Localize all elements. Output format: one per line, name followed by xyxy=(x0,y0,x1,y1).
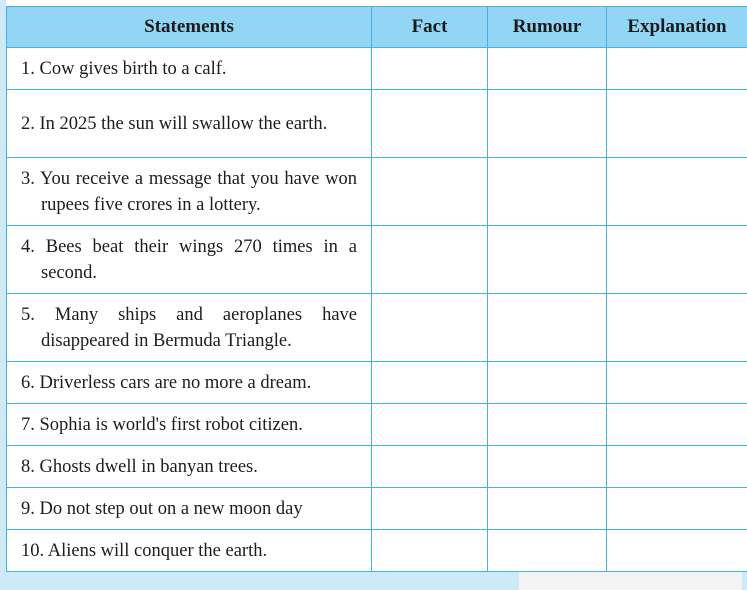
rumour-cell[interactable] xyxy=(488,158,607,226)
fact-cell[interactable] xyxy=(372,530,488,572)
statement-cell xyxy=(7,226,372,294)
table-row xyxy=(7,158,747,226)
header-statements: Statements xyxy=(7,7,372,48)
table-row xyxy=(7,48,747,90)
rumour-cell[interactable] xyxy=(488,446,607,488)
rumour-cell[interactable] xyxy=(488,362,607,404)
statement-cell xyxy=(7,294,372,362)
table-row xyxy=(7,404,747,446)
explanation-cell[interactable] xyxy=(607,226,747,294)
rumour-cell[interactable] xyxy=(488,488,607,530)
statement-text: 3. You receive a message that you have won rupees five crores in a lottery. xyxy=(21,168,357,215)
rumour-cell[interactable] xyxy=(488,404,607,446)
fact-rumour-table xyxy=(6,6,747,572)
statement-text: 9. Do not step out on a new moon day xyxy=(21,498,303,519)
header-explanation: Explanation xyxy=(607,7,747,48)
explanation-cell[interactable] xyxy=(607,404,747,446)
rumour-cell[interactable] xyxy=(488,48,607,90)
fact-cell[interactable] xyxy=(372,488,488,530)
fact-cell[interactable] xyxy=(372,362,488,404)
statement-cell xyxy=(7,90,372,158)
explanation-cell[interactable] xyxy=(607,48,747,90)
explanation-cell[interactable] xyxy=(607,90,747,158)
statement-cell xyxy=(7,488,372,530)
statement-text: 1. Cow gives birth to a calf. xyxy=(21,58,227,79)
fact-cell[interactable] xyxy=(372,90,488,158)
rumour-cell[interactable] xyxy=(488,294,607,362)
statement-cell xyxy=(7,362,372,404)
bottom-page-notch xyxy=(519,572,742,590)
statement-text: 5. Many ships and aeroplanes have disappeared in Bermuda Triangle. xyxy=(21,304,357,351)
statement-cell xyxy=(7,48,372,90)
fact-cell[interactable] xyxy=(372,446,488,488)
table-row xyxy=(7,488,747,530)
table-row xyxy=(7,446,747,488)
table-row xyxy=(7,90,747,158)
statement-cell xyxy=(7,446,372,488)
rumour-cell[interactable] xyxy=(488,90,607,158)
statement-text: 4. Bees beat their wings 270 times in a second. xyxy=(21,236,357,283)
explanation-cell[interactable] xyxy=(607,446,747,488)
table-row xyxy=(7,362,747,404)
explanation-cell[interactable] xyxy=(607,362,747,404)
header-fact: Fact xyxy=(372,7,488,48)
table-row xyxy=(7,294,747,362)
statement-cell xyxy=(7,404,372,446)
header-rumour: Rumour xyxy=(488,7,607,48)
table-header-row xyxy=(7,7,747,48)
statement-cell xyxy=(7,158,372,226)
rumour-cell[interactable] xyxy=(488,530,607,572)
fact-cell[interactable] xyxy=(372,48,488,90)
statement-text: 8. Ghosts dwell in banyan trees. xyxy=(21,456,258,477)
statement-text: 2. In 2025 the sun will swallow the earth. xyxy=(21,113,328,134)
statement-text: 7. Sophia is world's first robot citizen. xyxy=(21,414,303,435)
rumour-cell[interactable] xyxy=(488,226,607,294)
fact-cell[interactable] xyxy=(372,404,488,446)
explanation-cell[interactable] xyxy=(607,294,747,362)
table-row xyxy=(7,530,747,572)
fact-cell[interactable] xyxy=(372,158,488,226)
statement-text: 6. Driverless cars are no more a dream. xyxy=(21,372,312,393)
statement-cell xyxy=(7,530,372,572)
explanation-cell[interactable] xyxy=(607,158,747,226)
fact-cell[interactable] xyxy=(372,226,488,294)
fact-cell[interactable] xyxy=(372,294,488,362)
explanation-cell[interactable] xyxy=(607,488,747,530)
table-row xyxy=(7,226,747,294)
explanation-cell[interactable] xyxy=(607,530,747,572)
statement-text: 10. Aliens will conquer the earth. xyxy=(21,540,268,561)
